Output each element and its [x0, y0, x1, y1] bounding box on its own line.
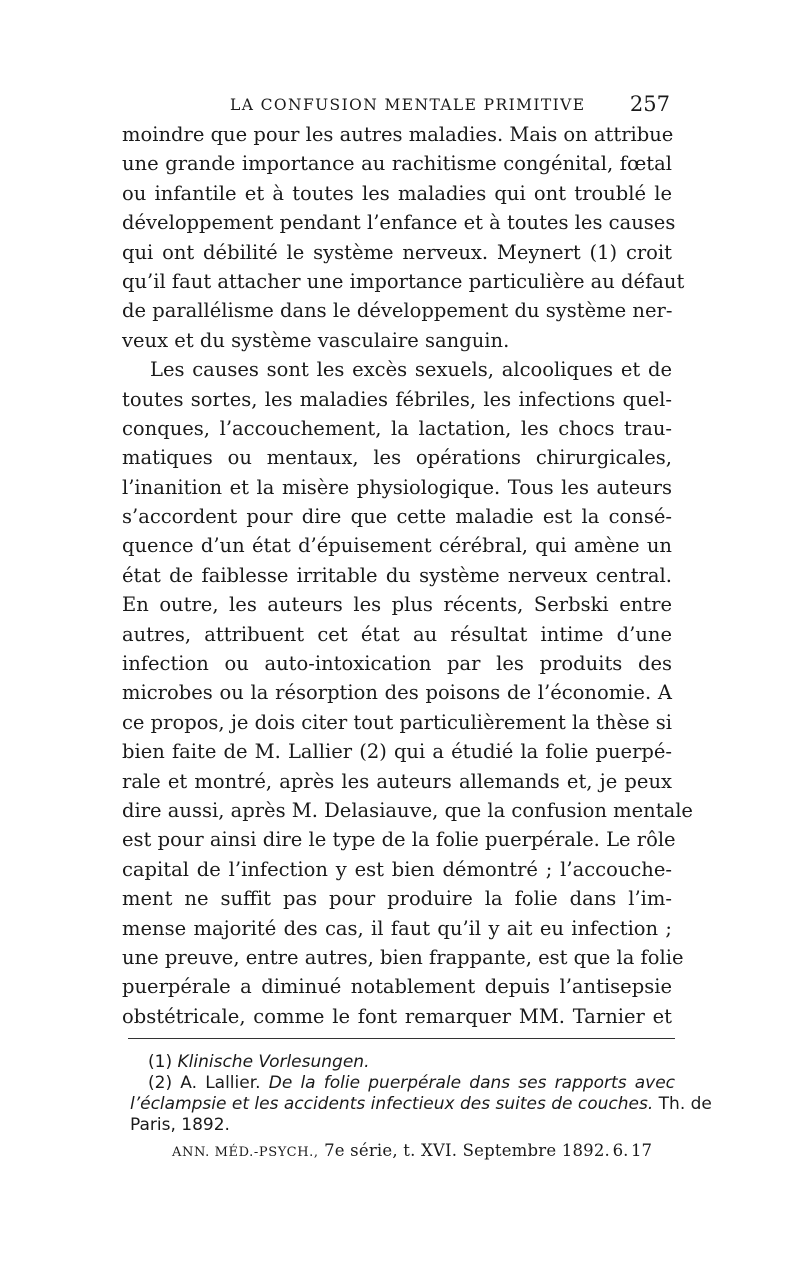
text-line: mense majorité des cas, il faut qu’il y ait eu infection ; [122, 916, 672, 940]
footnote-2 [130, 1073, 675, 1094]
footnotes [130, 1052, 712, 1136]
sheet-number: 6. [612, 1141, 629, 1160]
text-line: matiques ou mentaux, les opérations chirurgicales, [122, 446, 672, 470]
text-line: infection ou auto-intoxication par les produits des [122, 652, 672, 676]
text-line: une preuve, entre autres, bien frappante, est que la folie [122, 945, 684, 969]
text-line: conques, l’accouchement, la lactation, les chocs trau- [122, 416, 672, 440]
text-line: qui ont débilité le système nerveux. Meynert (1) croit [122, 240, 672, 264]
footnote-title-continued: l’éclampsie et les accidents infectieux des suites de couches. [130, 1094, 654, 1114]
journal-issue: 7e série, t. XVI. Septembre 1892. [324, 1141, 610, 1160]
text-line: veux et du système vasculaire sanguin. [122, 328, 510, 352]
running-title: LA CONFUSION MENTALE PRIMITIVE [230, 96, 586, 114]
text-line: qu’il faut attacher une importance particulière au défaut [122, 269, 685, 293]
text-line: rale et montré, après les auteurs allemands et, je peux [122, 769, 672, 793]
journal-abbrev: ANN. MÉD.-PSYCH., [172, 1145, 319, 1160]
journal-reference [172, 1141, 610, 1160]
footnote-title: Klinische Vorlesungen. [177, 1052, 370, 1072]
text-line: s’accordent pour dire que cette maladie est la consé- [122, 505, 672, 529]
footnote-2-line-1 [148, 1073, 675, 1094]
text-line: obstétricale, comme le font remarquer MM. Tarnier et [122, 1004, 672, 1028]
text-line: ment ne suffit pas pour produire la folie dans l’im- [122, 887, 672, 911]
text-line: toutes sortes, les maladies fébriles, les infections quel- [122, 387, 672, 411]
text-line: capital de l’infection y est bien démontré ; l’accouche- [122, 857, 672, 881]
footnote-2-line-3: Paris, 1892. [130, 1115, 230, 1135]
text-line: En outre, les auteurs les plus récents, Serbski entre [122, 593, 672, 617]
text-line: dire aussi, après M. Delasiauve, que la confusion mentale [122, 798, 693, 822]
footnote-title: De la folie puerpérale dans ses rapports avec [268, 1073, 676, 1093]
footnote-2-line-2 [130, 1094, 712, 1115]
text-line: ce propos, je dois citer tout particulièrement la thèse si [122, 710, 672, 734]
text-line: de parallélisme dans le développement du système ner- [122, 299, 673, 323]
text-line: bien faite de M. Lallier (2) qui a étudié la folie puerpé- [122, 740, 672, 764]
footnote-author: A. Lallier. [180, 1073, 261, 1093]
text-line: développement pendant l’enfance et à toutes les causes [122, 211, 676, 235]
printer-signature [172, 1141, 652, 1160]
text-line: l’inanition et la misère physiologique. Tous les auteurs [122, 475, 672, 499]
text-line: microbes ou la résorption des poisons de l’économie. A [122, 681, 672, 705]
text-line: une grande importance au rachitisme congénital, fœtal [122, 152, 672, 176]
signature-number: 17 [631, 1141, 652, 1160]
footnote-divider [128, 1038, 675, 1039]
text-line-paragraph-start: Les causes sont les excès sexuels, alcooliques et de [150, 358, 672, 382]
page-number: 257 [629, 92, 670, 116]
footnote-marker: (1) [148, 1052, 173, 1072]
running-header [230, 92, 670, 118]
text-line: est pour ainsi dire le type de la folie puerpérale. Le rôle [122, 828, 676, 852]
text-line: quence d’un état d’épuisement cérébral, qui amène un [122, 534, 672, 558]
body-text [122, 120, 693, 1031]
text-line: puerpérale a diminué notablement depuis l’antisepsie [122, 975, 672, 999]
text-line: moindre que pour les autres maladies. Mais on attribue [122, 123, 674, 146]
text-line: autres, attribuent cet état au résultat intime d’une [122, 622, 672, 646]
footnote-1 [130, 1052, 675, 1073]
footnote-publication: Th. de [658, 1094, 712, 1114]
footnote-marker: (2) [148, 1073, 173, 1093]
text-line: ou infantile et à toutes les maladies qui ont troublé le [122, 181, 672, 205]
text-line: état de faiblesse irritable du système nerveux central. [122, 563, 672, 587]
